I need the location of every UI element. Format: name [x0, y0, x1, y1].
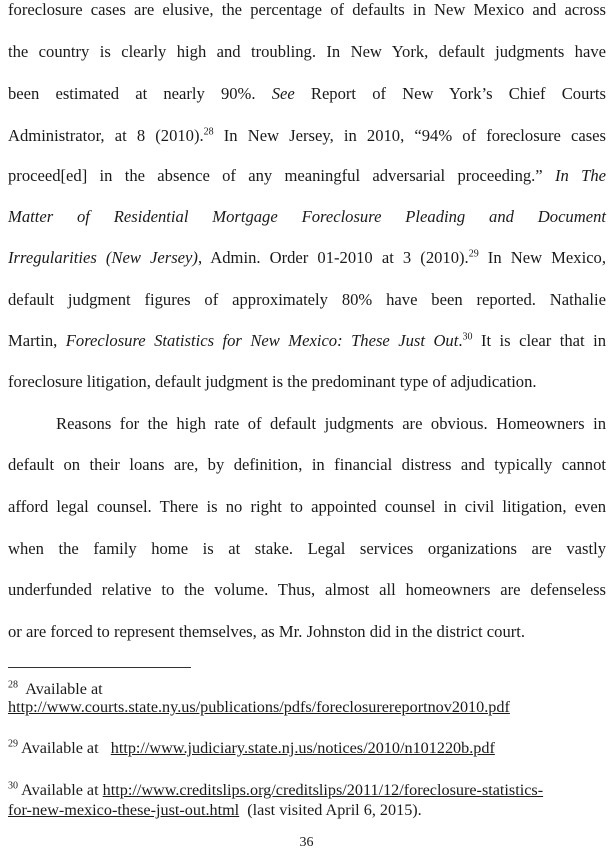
page-number: 36 — [299, 835, 314, 850]
footnote-29-link[interactable]: http://www.judiciary.state.nj.us/notices/2010/n101220b.pdf — [110, 739, 495, 757]
body-line: Irregularities (New Jersey), Admin. Order 01-2010 at 3 (2010).$^{29}$ In New Mexico, — [8, 248, 607, 267]
body-line: Matter of Residential Mortgage Foreclosure Pleading and Document — [8, 207, 606, 226]
body-line: foreclosure litigation, default judgment is the predominant type of adjudication. — [8, 372, 537, 391]
footnote-30 — [8, 780, 543, 800]
body-line: foreclosure cases are elusive, the percentage of defaults in New Mexico and across — [8, 0, 606, 19]
body-line: proceed[ed] in the absence of any meaningful adversarial proceeding.” In The — [8, 166, 606, 185]
footnote-text: Available at — [21, 739, 99, 757]
footnote-number: 29 — [8, 738, 18, 750]
footnote-29 — [8, 738, 495, 758]
footnote-30-link-cont[interactable]: for-new-mexico-these-just-out.html — [8, 801, 240, 819]
footnote-text: Available at — [21, 781, 99, 799]
body-line: the country is clearly high and troubling. In New York, default judgments have — [8, 42, 606, 61]
body-line: when the family home is at stake. Legal services organizations are vastly — [8, 539, 606, 558]
footnote-28-link-line — [8, 697, 510, 717]
footnote-ref-28[interactable]: 28 — [203, 126, 214, 138]
footnote-number: 30 — [8, 780, 18, 792]
footnote-text: (last visited April 6, 2015). — [247, 801, 422, 819]
footnote-ref-29[interactable]: 29 — [468, 248, 479, 260]
footnote-28 — [8, 679, 103, 699]
footnote-ref-30[interactable]: 30 — [462, 331, 473, 343]
body-line: underfunded relative to the volume. Thus, almost all homeowners are defenseless — [8, 580, 606, 599]
footnote-28-link[interactable]: http://www.courts.state.ny.us/publications/pdfs/foreclosurereportnov2010.pdf — [8, 698, 510, 716]
body-line: been estimated at nearly 90%. See Report of New York’s Chief Courts — [8, 84, 606, 103]
footnote-30-line2 — [8, 800, 422, 820]
body-line: or are forced to represent themselves, as Mr. Johnston did in the district court. — [8, 622, 526, 641]
footnote-separator — [8, 667, 191, 668]
body-line: Martin, Foreclosure Statistics for New Mexico: These Just Out.$^{30}$ It is clear that in — [8, 331, 607, 350]
footnote-number: 28 — [8, 679, 18, 691]
body-line: default judgment figures of approximately 80% have been reported. Nathalie — [8, 290, 606, 309]
body-line: Administrator, at 8 (2010).$^{28}$ In New Jersey, in 2010, “94% of foreclosure cases — [8, 126, 606, 145]
body-line: afford legal counsel. There is no right to appointed counsel in civil litigation, even — [8, 497, 606, 516]
footnote-text: Available at — [25, 680, 103, 698]
body-line: Reasons for the high rate of default judgments are obvious. Homeowners in — [56, 414, 606, 433]
footnote-30-link[interactable]: http://www.creditslips.org/creditslips/2011/12/foreclosure-statistics- — [102, 781, 544, 799]
body-line: default on their loans are, by definition, in financial distress and typically cannot — [8, 455, 606, 474]
